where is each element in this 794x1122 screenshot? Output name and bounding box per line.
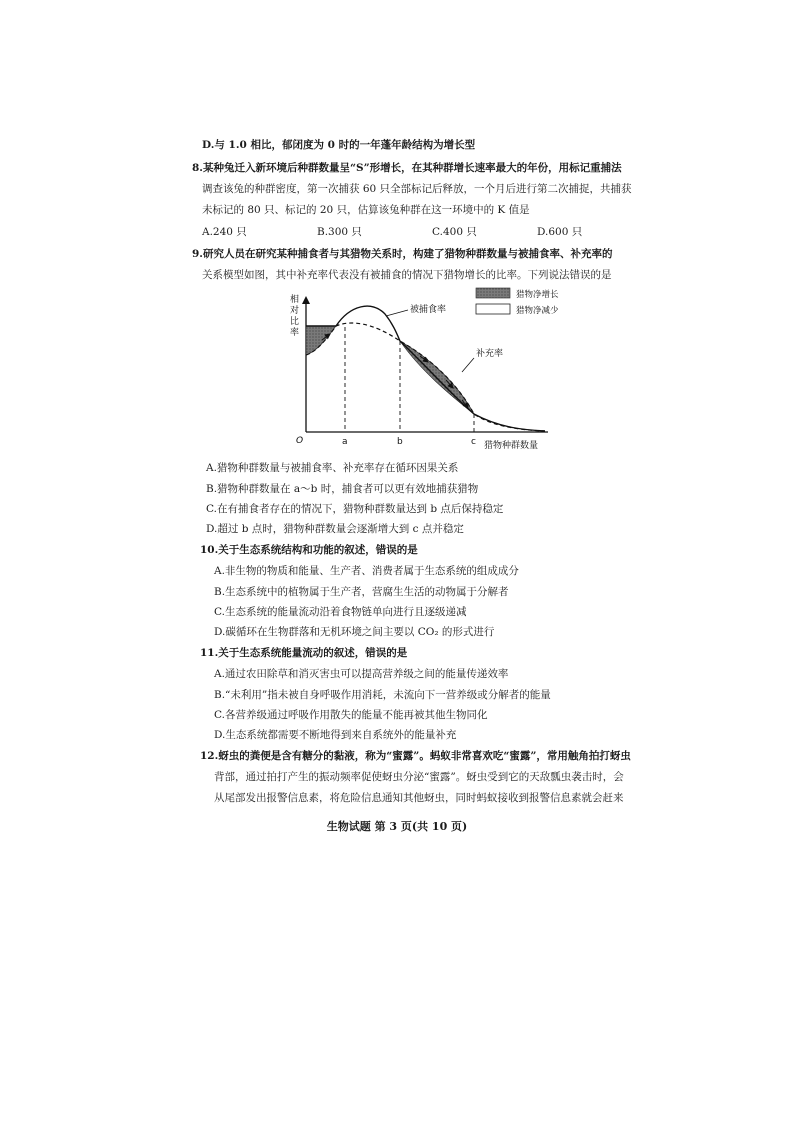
q11-stem: 11.关于生态系统能量流动的叙述，错误的是 <box>200 647 408 659</box>
q8-stem-line-3: 未标记的 80 只、标记的 20 只，估算该兔种群在这一环境中的 K 值是 <box>202 204 530 216</box>
origin-label: O <box>296 436 304 446</box>
q9-stem-line-1: 9.研究人员在研究某种捕食者与其猎物关系时，构建了猎物种群数量与被捕食率、补充率的 <box>192 248 613 260</box>
q11-option-c: C.各营养级通过呼吸作用散失的能量不能再被其他生物同化 <box>214 709 488 721</box>
predation-label-leader <box>386 310 408 316</box>
q10-stem: 10.关于生态系统结构和功能的叙述，错误的是 <box>200 544 418 556</box>
legend-label-increase: 猎物净增长 <box>516 290 559 300</box>
x-axis-label: 猎物种群数量 <box>484 441 539 451</box>
page-footer: 生物试题 第 3 页(共 10 页) <box>326 820 468 833</box>
q8-option-c: C.400 只 <box>432 226 477 238</box>
legend-label-decrease: 猎物净减少 <box>516 306 559 316</box>
x-tick-b: b <box>397 437 403 447</box>
recruitment-rate-label: 补充率 <box>476 349 504 359</box>
q11-option-a: A.通过农田除草和消灭害虫可以提高营养级之间的能量传递效率 <box>214 668 509 680</box>
q12-stem-line-1: 12.蚜虫的粪便是含有糖分的黏液，称为“蜜露”。蚂蚁非常喜欢吃“蜜露”，常用触角拍打蚜虫 <box>200 750 631 762</box>
q9-option-b: B.猎物种群数量在 a～b 时，捕食者可以更有效地捕获猎物 <box>206 483 479 495</box>
q9-option-a: A.猎物种群数量与被捕食率、补充率存在循环因果关系 <box>206 462 459 474</box>
q10-option-d: D.碳循环在生物群落和无机环境之间主要以 CO₂ 的形式进行 <box>214 626 495 638</box>
x-tick-c: c <box>471 437 476 447</box>
q11-option-b: B.“未利用”指未被自身呼吸作用消耗，未流向下一营养级或分解者的能量 <box>214 689 551 701</box>
q8-option-b: B.300 只 <box>317 226 362 238</box>
q8-option-d: D.600 只 <box>537 226 583 238</box>
y-axis-label-char: 相 <box>290 295 300 305</box>
x-tick-a: a <box>342 437 348 447</box>
y-axis-label-char: 率 <box>290 328 300 338</box>
net-increase-region-1 <box>306 326 336 355</box>
legend-swatch-increase <box>476 288 510 298</box>
q9-figure <box>280 284 580 454</box>
q10-option-b: B.生态系统中的植物属于生产者，营腐生生活的动物属于分解者 <box>214 586 509 598</box>
q8-options <box>202 225 622 239</box>
y-axis-label-char: 对 <box>290 306 300 316</box>
q9-option-d: D.超过 b 点时，猎物种群数量会逐渐增大到 c 点并稳定 <box>206 523 464 535</box>
legend-swatch-decrease <box>476 304 510 314</box>
y-axis-arrow-icon <box>302 296 310 304</box>
q8-stem-line-2: 调查该兔的种群密度，第一次捕获 60 只全部标记后释放，一个月后进行第二次捕捉，共捕获 <box>202 183 632 195</box>
predation-rate-label: 被捕食率 <box>410 305 447 315</box>
q8-option-a: A.240 只 <box>202 226 247 238</box>
q10-option-c: C.生态系统的能量流动沿着食物链单向进行且逐级递减 <box>214 606 467 618</box>
q8-stem-line-1: 8.某种兔迁入新环境后种群数量呈“S”形增长，在其种群增长速率最大的年份，用标记重捕法 <box>192 162 622 174</box>
recruitment-rate-curve <box>306 323 545 431</box>
q7-option-d: D.与 1.0 相比，郁闭度为 0 时的一年蓬年龄结构为增长型 <box>202 139 476 151</box>
recruitment-label-leader <box>462 358 474 372</box>
q10-option-a: A.非生物的物质和能量、生产者、消费者属于生态系统的组成成分 <box>214 565 519 577</box>
q12-stem-line-2: 背部，通过拍打产生的振动频率促使蚜虫分泌“蜜露”。蚜虫受到它的天敌瓢虫袭击时，会 <box>214 771 624 783</box>
q9-stem-line-2: 关系模型如图，其中补充率代表没有被捕食的情况下猎物增长的比率。下列说法错误的是 <box>202 269 612 281</box>
q12-stem-line-3: 从尾部发出报警信息素，将危险信息通知其他蚜虫，同时蚂蚁接收到报警信息素就会赶来 <box>214 792 624 804</box>
y-axis-label-char: 比 <box>290 317 300 327</box>
q11-option-d: D.生态系统都需要不断地得到来自系统外的能量补充 <box>214 729 457 741</box>
q9-option-c: C.在有捕食者存在的情况下，猎物种群数量达到 b 点后保持稳定 <box>206 503 504 515</box>
